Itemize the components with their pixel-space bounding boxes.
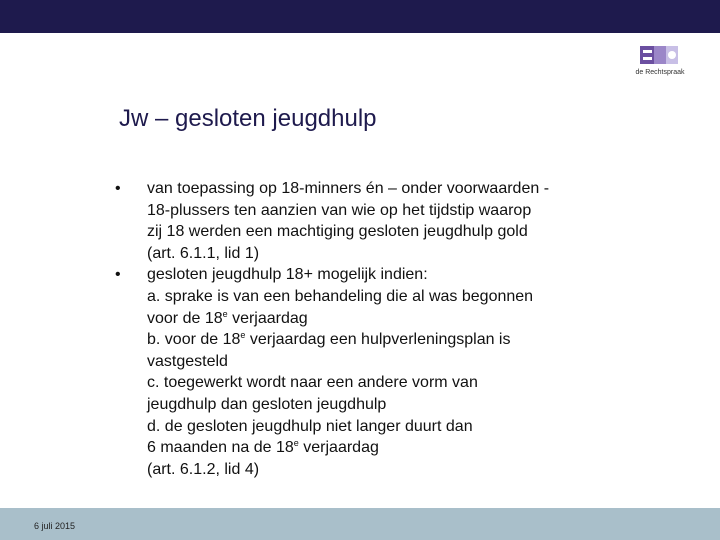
bullet-line: d. de gesloten jeugdhulp niet langer duurt dan — [147, 417, 473, 435]
bullet-item — [115, 178, 615, 264]
logo-text: de Rechtspraak — [635, 69, 685, 76]
bullet-line: zij 18 werden een machtiging gesloten jeugdhulp gold — [147, 223, 528, 241]
bullet-dot: • — [115, 266, 121, 284]
line-text: verjaardag — [227, 309, 308, 327]
ordinal-superscript: e — [293, 438, 299, 449]
bullet-line — [147, 437, 615, 459]
bullet-item — [115, 264, 615, 480]
ordinal-superscript: e — [222, 308, 228, 319]
bullet-line: gesloten jeugdhulp 18+ mogelijk indien: — [147, 266, 428, 284]
bullet-line: (art. 6.1.2, lid 4) — [147, 460, 260, 478]
bullet-line: 18-plussers ten aanzien van wie op het tijdstip waarop — [147, 201, 532, 219]
bullet-line: vastgesteld — [147, 352, 228, 370]
footer-date: 6 juli 2015 — [34, 521, 76, 531]
bullet-list — [115, 178, 615, 480]
ordinal-superscript: e — [240, 330, 246, 341]
bullet-line — [147, 329, 615, 351]
line-text: 6 maanden na de 18 — [147, 439, 294, 457]
line-text: verjaardag een hulpverleningsplan is — [245, 331, 511, 349]
logo-mark-icon — [640, 44, 680, 66]
rechtspraak-logo — [626, 44, 694, 80]
bullet-line: c. toegewerkt wordt naar een andere vorm van — [147, 374, 478, 392]
bullet-line: (art. 6.1.1, lid 1) — [147, 244, 260, 262]
footer-bar — [0, 508, 720, 540]
bullet-dot: • — [115, 180, 121, 197]
bullet-line: van toepassing op 18-minners én – onder voorwaarden - — [147, 180, 550, 197]
header-bar — [0, 0, 720, 33]
bullet-line: jeugdhulp dan gesloten jeugdhulp — [147, 395, 387, 413]
bullet-line — [147, 308, 615, 330]
line-text: voor de 18 — [147, 309, 223, 327]
bullet-line: a. sprake is van een behandeling die al was begonnen — [147, 287, 534, 305]
line-text: verjaardag — [298, 439, 379, 457]
slide-title: Jw – gesloten jeugdhulp — [119, 105, 377, 132]
line-text: b. voor de 18 — [147, 331, 241, 349]
